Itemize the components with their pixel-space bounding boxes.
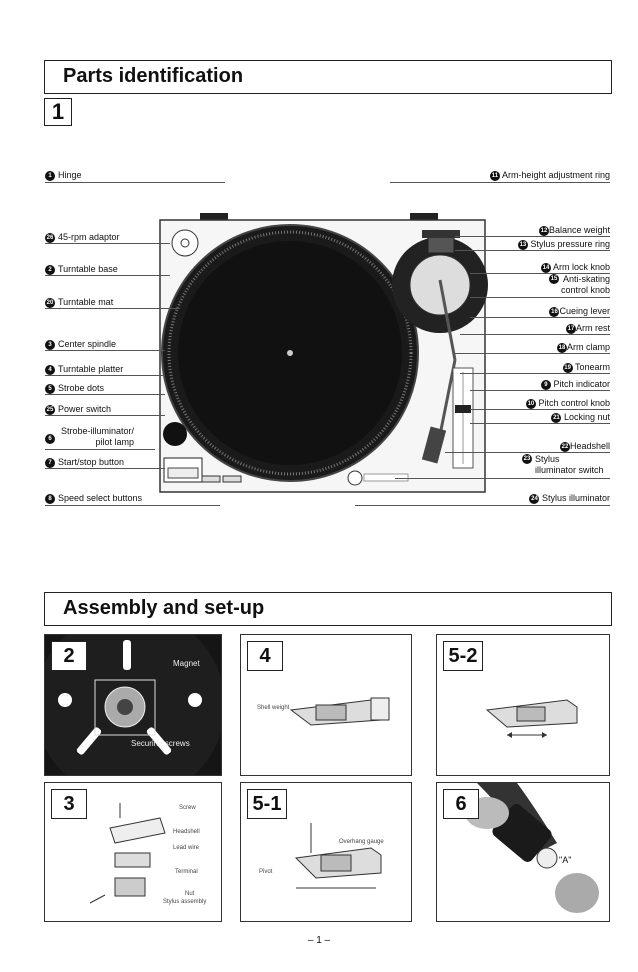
label-stylus-illuminator: 24 Stylus illuminator [531, 493, 610, 503]
stylus-assembly-label: Stylus assembly [163, 899, 207, 905]
leader-line [390, 182, 610, 183]
label-45rpm-adaptor: 26 45-rpm adaptor [46, 232, 120, 242]
label-turntable-base: 2 Turntable base [45, 264, 118, 275]
label-headshell: 22 Headshell [561, 441, 610, 451]
callout-number: 14 [542, 264, 550, 271]
callout-number: 12 [540, 227, 548, 234]
leader-line [470, 297, 610, 298]
callout-number: 24 [531, 495, 538, 502]
leader-line [460, 334, 610, 335]
label-speed-select-buttons: 8 Speed select buttons [45, 493, 142, 504]
label-arm-lock-knob: 14 Arm lock knob [542, 262, 610, 272]
label-arm-height-ring: 11 Arm-height adjustment ring [491, 170, 610, 180]
label-arm-rest: 17 Arm rest [567, 323, 610, 333]
callout-number: 22 [561, 443, 569, 450]
label-arm-clamp: 18 Arm clamp [558, 342, 610, 352]
magnet-label: Magnet [173, 659, 200, 668]
leader-line [470, 409, 610, 410]
callout-number: 20 [46, 299, 54, 306]
panel-5-1 [240, 782, 412, 922]
leader-line [470, 317, 610, 318]
panel-number: 5-1 [247, 789, 287, 819]
leader-line [455, 353, 610, 354]
label-strobe-illuminator: 6 Strobe-illuminator/ pilot lamp [45, 426, 134, 448]
terminal-label: Terminal [175, 869, 198, 875]
securing-screws-label: Securing screws [131, 739, 190, 748]
leader-line [355, 505, 610, 506]
label-stylus-pressure-ring: 13 Stylus pressure ring [519, 239, 610, 249]
callout-number: 19 [564, 364, 571, 371]
headshell-shell-weight-illustration [271, 680, 401, 740]
leader-line [45, 308, 180, 309]
panel-2 [44, 634, 222, 776]
section-title: Assembly and set-up [63, 597, 265, 619]
label-balance-weight: 12 Balance weight [540, 225, 610, 235]
leader-line [45, 468, 165, 469]
label-center-spindle: 3 Center spindle [45, 339, 116, 350]
page-number: – 1 – [307, 935, 331, 946]
leader-line [395, 478, 610, 479]
leader-line [45, 505, 220, 506]
leader-line [45, 375, 165, 376]
callout-number: 26 [46, 234, 54, 241]
callout-number: 7 [45, 458, 55, 468]
callout-number: 10 [527, 400, 535, 407]
leader-line [45, 350, 165, 351]
leader-line [470, 390, 610, 391]
callout-number: 8 [45, 494, 55, 504]
panel-number: 3 [51, 789, 87, 819]
panel-number: 2 [51, 641, 87, 671]
nut-label: Nut [185, 891, 195, 897]
label-pitch-indicator: 9 Pitch indicator [541, 379, 610, 390]
overhang-gauge-illustration [281, 823, 401, 903]
label-cueing-lever: 16 Cueing lever [551, 306, 610, 316]
leader-line [45, 449, 155, 450]
callout-number: 6 [45, 434, 55, 444]
leader-line [45, 415, 165, 416]
figure-number: 1 [44, 98, 72, 126]
leader-line [455, 236, 610, 237]
lead-wire-label: Lead wire [173, 845, 200, 851]
panel-3 [44, 782, 222, 922]
label-start-stop-button: 7 Start/stop button [45, 457, 124, 468]
section-header-assembly [44, 592, 612, 626]
cartridge-mounting-illustration [85, 798, 175, 918]
leader-line [470, 423, 610, 424]
label-stylus-illuminator-switch: 23 Stylus illuminator switch [523, 454, 604, 475]
label-power-switch: 25 Power switch [46, 404, 112, 414]
callout-number: 3 [45, 340, 55, 350]
callout-number: 15 [550, 276, 558, 282]
callout-number: 9 [541, 380, 551, 390]
section-title: Parts identification [63, 65, 244, 87]
label-strobe-dots: 5 Strobe dots [45, 383, 104, 394]
callout-number: 18 [558, 344, 566, 351]
leader-line [455, 250, 610, 251]
callout-number: 4 [45, 365, 55, 375]
label-a: "A" [559, 855, 572, 865]
panel-number: 6 [443, 789, 479, 819]
label-tonearm: 19 Tonearm [564, 362, 610, 372]
screw-label: Screw [179, 805, 196, 811]
leader-line [45, 182, 225, 183]
callout-number: 21 [553, 414, 560, 421]
callout-number: 25 [46, 406, 54, 413]
panel-6 [436, 782, 610, 922]
label-locking-nut: 21 Locking nut [553, 412, 610, 422]
label-pitch-control-knob: 10 Pitch control knob [527, 398, 610, 408]
label-turntable-mat: 20 Turntable mat [46, 297, 114, 307]
callout-number: 13 [519, 241, 527, 248]
leader-line [45, 243, 170, 244]
panel-5-2 [436, 634, 610, 776]
pivot-label: Pivot [259, 869, 273, 875]
callout-number: 17 [567, 325, 575, 332]
callout-number: 23 [523, 456, 531, 462]
label-anti-skating-knob: 15 Anti-skating control knob [550, 274, 610, 295]
callout-number: 2 [45, 265, 55, 275]
shell-weight-label: Shell weight [257, 705, 290, 711]
section-header-parts [44, 60, 612, 94]
overhang-gauge-label: Overhang gauge [339, 839, 384, 845]
turntable-illustration [150, 210, 495, 500]
panel-number: 5-2 [443, 641, 483, 671]
leader-line [460, 373, 610, 374]
headshell-label: Headshell [173, 829, 200, 835]
callout-number: 16 [551, 308, 558, 315]
panel-number: 4 [247, 641, 283, 671]
leader-line [445, 452, 610, 453]
callout-number: 5 [45, 384, 55, 394]
leader-line [45, 275, 170, 276]
callout-number: 1 [45, 171, 55, 181]
panel-4 [240, 634, 412, 776]
overhang-adjust-illustration [477, 685, 597, 745]
label-hinge: 1 Hinge [45, 170, 82, 181]
label-turntable-platter: 4 Turntable platter [45, 364, 123, 375]
leader-line [45, 394, 165, 395]
callout-number: 11 [491, 172, 499, 179]
